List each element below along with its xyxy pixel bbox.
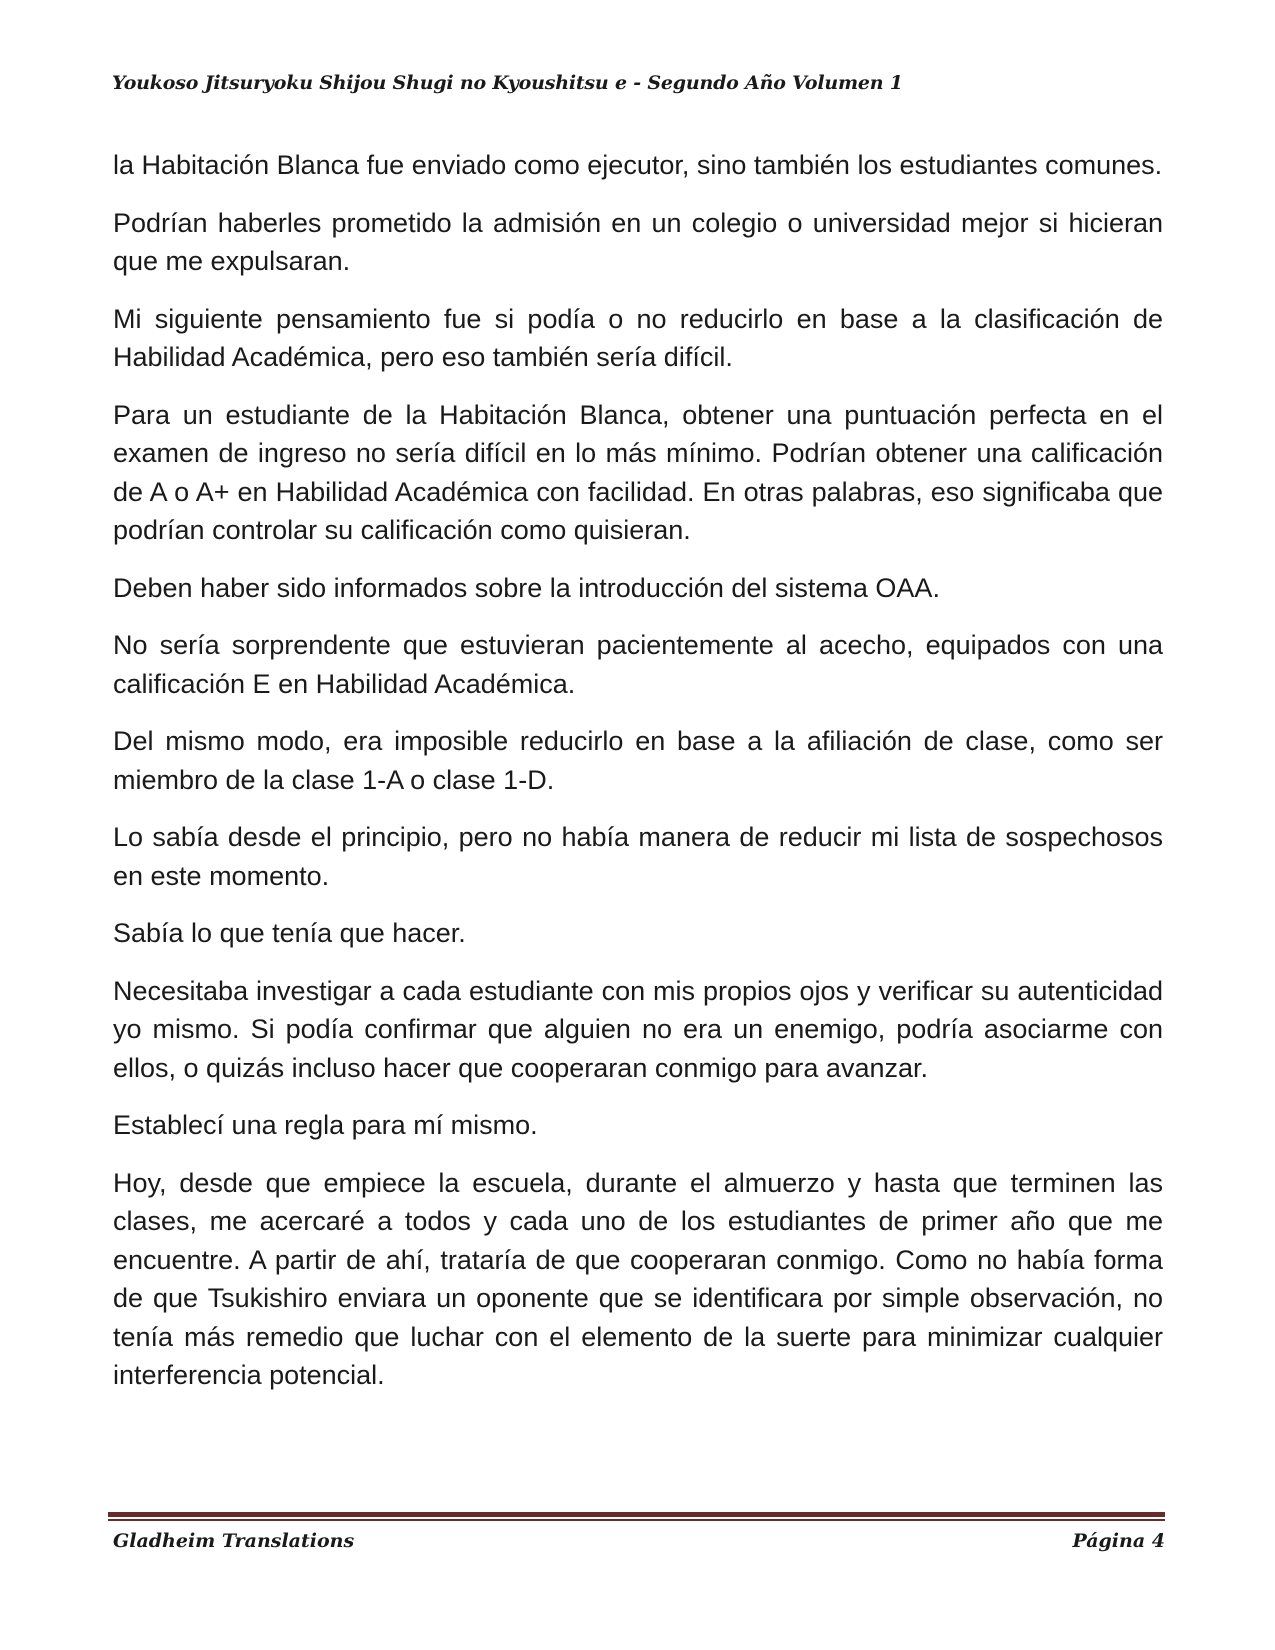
footer-divider-thick-line — [108, 1512, 1165, 1517]
footer-credit: Gladheim Translations — [113, 1530, 355, 1552]
paragraph: Podrían haberles prometido la admisión en un colegio o universidad mejor si hicieran que me expulsaran. — [113, 207, 1163, 276]
paragraph: la Habitación Blanca fue enviado como ejecutor, sino también los estudiantes comunes. — [113, 150, 1163, 180]
paragraph: Del mismo modo, era imposible reducirlo en base a la afiliación de clase, como ser miembro de la clase 1-A o clase 1-D. — [113, 726, 1163, 795]
footer-divider-thin-line — [108, 1519, 1165, 1521]
paragraph: Lo sabía desde el principio, pero no había manera de reducir mi lista de sospechosos en este momento. — [113, 822, 1163, 891]
paragraph: Hoy, desde que empiece la escuela, durante el almuerzo y hasta que terminen las clases, me acercaré a todos y cada uno de los estudiantes de primer año que me encuentre. A partir de ahí, trataría de que cooperaran conmigo. Como no había forma de que Tsukishiro enviara un oponente que se identificara por simple observación, no tenía más remedio que luchar con el elemento de la suerte para minimizar cualquier interferencia potencial. — [113, 1167, 1163, 1390]
page-number: Página 4 — [1072, 1530, 1165, 1552]
paragraph: Mi siguiente pensamiento fue si podía o no reducirlo en base a la clasificación de Habilidad Académica, pero eso también sería difícil. — [113, 303, 1163, 372]
page-header: Youkoso Jitsuryoku Shijou Shugi no Kyoushitsu e - Segundo Año Volumen 1 — [112, 72, 903, 94]
paragraph: Necesitaba investigar a cada estudiante con mis propios ojos y verificar su autenticidad yo mismo. Si podía confirmar que alguien no era un enemigo, podría asociarme con ellos, o quizás incluso hacer que cooperaran conmigo para avanzar. — [113, 975, 1163, 1083]
paragraph: Para un estudiante de la Habitación Blanca, obtener una puntuación perfecta en el examen de ingreso no sería difícil en lo más mínimo. Podrían obtener una calificación de A o A+ en Habilidad Académica con facilidad. En otras palabras, eso significaba que podrían controlar su calificación como quisieran. — [113, 399, 1163, 545]
document-body — [113, 146, 1163, 1414]
paragraph: No sería sorprendente que estuvieran pacientemente al acecho, equipados con una calificación E en Habilidad Académica. — [113, 630, 1163, 699]
footer-divider — [108, 1512, 1165, 1521]
paragraph: Establecí una regla para mí mismo. — [113, 1110, 538, 1140]
paragraph: Sabía lo que tenía que hacer. — [113, 918, 466, 948]
paragraph: Deben haber sido informados sobre la introducción del sistema OAA. — [113, 572, 940, 603]
